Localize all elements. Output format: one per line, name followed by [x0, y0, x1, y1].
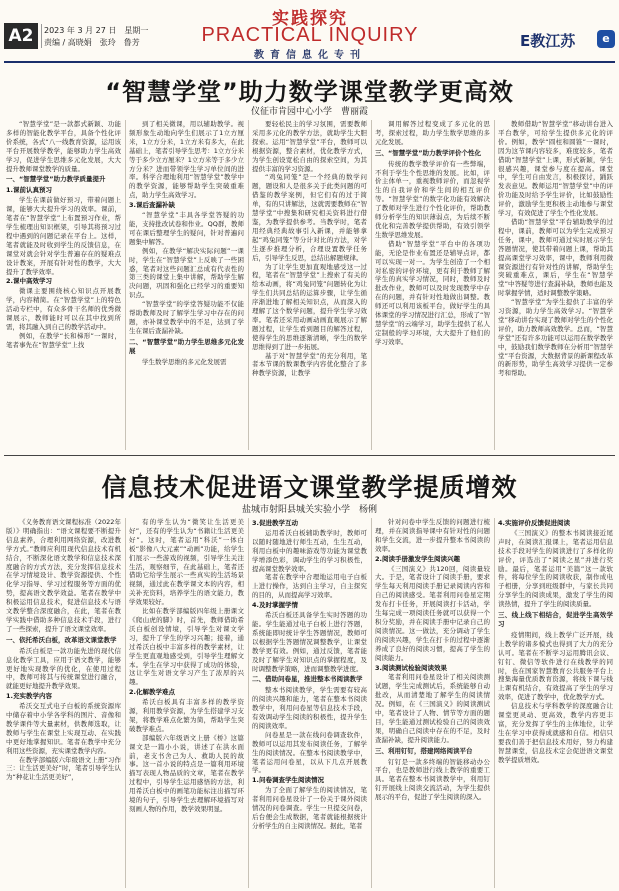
section-heading: 二、“智慧学堂”助力学生思维多元化发展 — [129, 337, 244, 355]
article1-column — [375, 120, 490, 450]
paragraph: 借助“智慧学堂”平台辅助教学的过程中，课前，教师可以为学生完成预习任务，课中，教师可通过实时展示学生答题情况，使其带着问题上课，帮助其提高课堂学习效率，课中，教师利用微课资源进行有针对性的讲解，帮助学生突破重难点，课后，学生在“智慧学堂”中答疑等进行查漏补缺，教师也能及时掌握学情，适时调整教学策略。 — [498, 217, 613, 298]
paragraph: 运用希沃白板辅助教学时，教师可以随时随地进行师生互动，生生互动，利用白板中的趣味游戏等功能为课堂教学增添色彩，调动学生的学习积极性，提高课堂教学效率。 — [252, 528, 367, 573]
paragraph: “智慧学堂”丰具各学堂答疑的功能，支持批改试卷和作业。QQ群，教师可在课后整理学生的疑问，针对普遍问题集中解答。 — [129, 211, 244, 246]
article2-column — [6, 518, 121, 888]
subsection-heading: 3.课后查漏补缺 — [129, 201, 175, 210]
paragraph: 问卷星是一款在线问卷调查软件，教师可以运用其发布阅读任务，了解学生的阅读情况。在整本书阅读教学中，笔者运用问卷星，以从下几点开展教学。 — [252, 730, 367, 775]
column-separator — [125, 120, 126, 450]
article1-column — [129, 120, 244, 450]
paragraph: 要轻松民主的学习氛围，需要教师采用多元化的教学方法，就助学生大胆探索。运用“智慧学堂”平台，教师可以根据资源，整合素材，优化教学方式，为学生创设宽松自由的探索空间，为其提供丰富的学习资源。 — [252, 120, 367, 173]
paragraph: 到了相关微课，用以辅助教学。视频形象生动地向学生们展示了1立方厘米，1立方分米，1立方米有多大，在此基础上，笔者引导学生思考：1立方分米等于多少立方厘米？1立方米等于多少立方分米？进而带领学生学习单位间的进率。科学合理地利用“智慧学堂”教学中的教学资源，能够帮助学生突破重难点，助力学生高效学习。 — [129, 120, 244, 200]
section-heading: 一、“智慧学堂”助力教学质量提升 — [6, 175, 106, 184]
paragraph: 《三国演义》的整本书阅读接近尾声时，在阅读汇报课上，笔者运用信息技术手段对学生的阅读进行了多样化的评价，评选出了“阅读之星”并进行奖励。最后，笔者运用“美篇”这一款软件，将每位学生的阅读收获，制作成电子相册，分享到班级群中，与家长共同分享学生的阅读成果，激发了学生的阅读热情，提升了学生的阅读质量。 — [498, 528, 613, 609]
paragraph: 针对问卷中学生反馈的问题进行梳理，并在阅读指导课中有针对性的问题和学生交流，进一步提升整本书阅读的效率。 — [375, 518, 490, 553]
column-separator — [248, 518, 249, 888]
paragraph: 基于对“智慧学堂”的充分利用，笔者本节课的数课教学内容优化整合了多种教学资源，让教学 — [252, 351, 367, 378]
paragraph: “智慧学堂”是一款都式新颖、功能多样的智能化教学平台，具备个性化评价系统，各式“八一线教育资源，运用该平台开展数学教学，能够助力学生高效学习，促进学生思维多元化发展，大大提升教师课堂教学的质量。 — [6, 120, 121, 173]
paragraph: 信息技术与学科教学的深度融合让课堂更灵动、更高效，教学内容更丰富，充分发挥了学生的主体地位，让学生在学习中获得成就感和自信。相信只要我们善于把信息技术用好，努力构建智慧课堂，信息技术定会促进语文课堂教学提质增效。 — [498, 702, 613, 764]
column-separator — [494, 120, 495, 450]
paragraph: 《义务教育语文课程标准（2022年版）》明确指出：“语文课程要不断提升信息素养，合理利用网络资源，改进教学方式。”教师应利用现代信息技术有机结合，不断深化语文教学和信息技术深度融合的方式方法，充分发挥信息技术在学习情境设计、教学资源提供、个性化学习指导、学习过程服务等方面的优势，提高语文教学效益。笔者在教学中积极运用信息技术，促进信息技术与语文教学整合深度融合，在此，笔者在教学实践中借助多种信息技术手段，进行了一些探索，提升了语文课堂效率。 — [6, 518, 121, 633]
article2-column — [129, 518, 244, 888]
brand-logo: E教江苏 — [520, 32, 576, 50]
paragraph: 借助“智慧学堂”平台中的各项功能，无论是作业布置还是辅导点评，都可以实现一对一。为学生创造了一个相对私密的评价环境，更有利于教师了解学生的真实学习情况，同时，教师及时批改作业，教师可以及时发现教学中存在的问题，并有针对性地做出调整。教师还可以利用该板平台，做好学生的具体课堂的学习情况进行汇总，形成了“智慧学堂”的云端学习，助学生提供了私人定制般的学习环境，大大提升了他们的学习效率。 — [375, 239, 490, 346]
paragraph: 钉钉是一款多终端的智能移动办公平台，也是教师进行线上教学的重要工具。笔者在整本书阅读教学中，利用钉钉开展线上阅读交流活动，为学生提供展示的平台，促进了学生阅读的深入。 — [375, 757, 490, 802]
article2-byline: 盐城市射阳县城关实验小学 杨俐 — [241, 505, 377, 515]
paragraph: 在教学部编版六年级语文上册“习作三：让生活更美好”时，笔者引导学生认为“种花让生活更美好”， — [6, 755, 121, 782]
section-title-en: PRACTICAL INQUIRY — [201, 24, 419, 46]
section-heading: 一、依托希沃白板，改革语文课堂教学 — [6, 635, 117, 644]
paragraph: 学生数学思维的多元化发展需 — [142, 357, 227, 366]
column-separator — [125, 518, 126, 888]
section-heading: 二、借助问卷星，推进整本书阅读教学 — [252, 675, 363, 684]
article-divider — [4, 455, 615, 456]
subsection-heading: 2.阅读手册激发学生阅读兴趣 — [375, 554, 460, 563]
section-title: 实践探究 — [272, 9, 348, 29]
column-separator — [494, 518, 495, 888]
article1-title: “智慧学堂”助力数学课堂教学更高效 — [105, 78, 514, 106]
paragraph: 整本书阅读教学，学生需要有较高的阅读兴趣和能力，笔者在整本书阅读教学中，利用问卷星等信息技术手段，有效调动学生阅读的积极性，提升学生的阅读效率。 — [252, 686, 367, 730]
paragraph: 部编版六年级语文上册《桥》这篇课文是一篇小小说，讲述了在洪水面前，老支书舍己为人、救助人民的故事。这一首小说的特点是一篇利用环境描写表现人物品质的文章，笔者在教学过程中，引导学生运用感悟的方法，利用希沃白板中的画笔功能标注出描写环境的句子，引导学生去理解环境描写对刻画人物的作用，教学效果明显。 — [129, 733, 244, 813]
paragraph: 为了让学生更加直观地感受这一过程，笔者在“智慧学堂”上搜索了有关的绘本动画，将“鸡兔同笼”问题转化为让学生们共同总结的运算步骤，让学生循序渐进地了解相关知识点，从而深入的理解了这个数学问题，提升学生学习效率。笔者还采用动画动画直观展示了解题过程，让学生看到题目的解答过程，使得学生的思维逐渐清晰，学生的数学思维得到了进一步拓展。 — [252, 262, 367, 351]
page-header — [0, 0, 619, 62]
paragraph: 疫情期间，线上教学广泛开展，线上教学的诸多模式也得到了大力的充分认可。笔者在不断学习运用腾讯会议、钉钉、微信等软件进行在线教学的同时，也在国家智慧教育公共服务平台上搜集海量优质教育资源，将线下课与线上课有机结合，有效提高了学生的学习效率，促进了教学中，优化教学方式。 — [498, 630, 613, 702]
paragraph: 教师借助“智慧学堂”移动讲台进入平台教学，可给学生提供多元化的评价。例如，教学“圆柱和圆锥”一课时，因为这节课内容较多，难度较多，笔者借助“智慧学堂”上课，形式新颖，学生很感兴趣，课堂参与度在提高。课堂中，学生可自由发言，积极探讨，踊跃发表意见。教师运用“智慧学堂”中的评价功能及时给予学生评价，比如鼓励性评价，激励学生更积极主动地参与课堂学习，有效促进了学生个性化发展。 — [498, 120, 613, 218]
article1-column — [498, 120, 613, 450]
article2-column — [375, 518, 490, 888]
subsection-heading: 1.充实教学内容 — [6, 692, 52, 701]
column-separator — [248, 120, 249, 450]
paragraph: “智慧学堂”的学堂答疑功能不仅能帮助教师及时了解学生学习中存在的问题，亦补课堂教学中的不足，达到了学生在课后查漏补缺。 — [129, 300, 244, 335]
paragraph: 传统的教学教学评价有一些弊端，不利于学生个性思维的发展。比如，评价主体单一，重视教师评价，而忽视学生的自我评价和学生间的相互评价等。“智慧学堂”的数字化功能有效解决了教师对学生进行个性化评价，帮助教师分析学生的知识薄弱点，为后续不断优化和完善教学提供帮助，有效引领学生数学思维发展。 — [375, 159, 490, 239]
paragraph: 例如，在教学“长和梯形”一课时，笔者事先在“智慧学堂”上找 — [6, 331, 121, 349]
supplement-subtitle: 教育信息化专刊 — [254, 50, 366, 61]
article1-byline: 仪征市肯园中心小学 曹丽霞 — [250, 107, 368, 117]
page-number: A2 — [4, 23, 38, 49]
article1-column — [6, 120, 121, 450]
section-heading: 三、“智慧学堂”助力教学评价个性化 — [375, 148, 482, 157]
article2-column — [498, 518, 613, 888]
subsection-heading: 3.促进教学互动 — [252, 519, 298, 527]
paragraph: 微课主要围绕核心知识点开展教学，内容精简。在“智慧学堂”上的特色活动专栏中，有众多骨干名师的优秀微课展示，教师能时可以在其中找到所需，将其融入到自己的教学活动中。 — [6, 287, 121, 331]
paragraph: “鸡兔同笼”是一个经典的数学问题，题设和人是很多关于此类问题的可借鉴的教学案例，但它们有的过于简单，有的只讲解法，这就需要教师在“智慧学堂”中搜集和研究相关资料进行借鉴，为教学提供参考。当教学时，笔者用经典经典故事引入新课，并能够拿起“鸡兔同笼”等分计对比的方法，对学生逐步推理分析，合理设置教学任务后，引导学生反思，总结出解题规律。 — [252, 173, 367, 262]
subsection-heading: 2.课中高效学习 — [6, 277, 52, 286]
paragraph: 笔者利用问卷星设计了相关阅读测试题，学生完成测试后，系统能够自动批改，从而清楚地了解学生的阅读情况。例如，在《三国演义》的阅读测试中，笔者设计了人物、情节等方面的题目，学生能通过测试检验自己的阅读效果，明确自己阅读中存在的不足，及时查漏补缺，提升阅读能力。 — [375, 673, 490, 744]
paragraph: 笔者在教学中合理地运用电子白板上进行操作，达到自主学习，自主探究的目的，从而提高学习效率。 — [252, 573, 367, 600]
subsection-heading: 4.及时掌握学情 — [252, 601, 298, 610]
brand-icon: e — [597, 30, 615, 48]
article1-column — [252, 120, 367, 450]
paragraph: 《三国演义》共120回，阅读量较大。于是，笔者设计了阅读手册，要求学生每天利用阅读手册记录阅读内容和自己的阅读感受。笔者利用问卷星定期发布打卡任务，开展阅读打卡活动，学生每完成一项阅读任务就可以获得一个积分奖励，并在阅读手册中记录自己的阅读情况。这一做法，充分调动了学生的阅读兴趣，学生在打卡的过程中逐渐养成了良好的阅读习惯，提高了学生的阅读能力。 — [375, 564, 490, 662]
paragraph: 希沃交互式电子白板的系统资源库中储存着中小学各学科的图片、音像和教学课件等大量素材，供教师选取，让教师与学生在课堂上实现互动、在实践中更好地掌握知识。笔者在教学中充分利用这些资源，充实课堂教学内容。 — [6, 702, 121, 755]
paragraph: 希沃白板是一款功能先进的现代信息化教学工具，应用于语文教学，能够更好地实现教学的优化，在使用过程中，教师可将其与传统课堂进行融合，就能更好地提升教学效果。 — [6, 646, 121, 691]
header-divider — [41, 24, 42, 48]
issue-date: 2023 年 3 月 27 日 星期一 — [44, 26, 149, 35]
subsection-heading: 1.问卷调查学生阅读情况 — [252, 776, 324, 785]
subsection-heading: 2.化解教学难点 — [129, 688, 175, 697]
paragraph: 希沃白板还具备学生实时答题的功能。学生能通过电子白板上进行答题，系统能即时统计学生答题情况，教师可以根据学生答题情况调整教学，让课堂教学更有效。例如，通过反馈，笔者能及时了解学生对知识点的掌握程度，及时调整教学策略，进而调整教学进度。 — [252, 611, 367, 673]
paragraph: 希沃白板具有丰富多样的教学资源，利用教学资源，为学生搭建学习支架，将教学难点化繁为简，帮助学生突破教学难点。 — [129, 698, 244, 733]
paragraph: 调用解答过程变成了多元化的思考，探索过程，助力学生数学思维的多元化发展。 — [375, 120, 490, 146]
paragraph: “智慧学堂”为学生提供了丰富的学习资源，助力学生高效学习。“智慧学堂”移动讲台实现了教师对学生的个性化评价，助力教师高效教学。总而，“智慧学堂”还有许多功能可以运用在数学教学中，鼓励我们数学教师在分析用“智慧学堂”平台资源，大数据背景的新课程改革的新形势，助学生高效学习提供一定参考和帮助。 — [498, 298, 613, 378]
article2-column — [252, 518, 367, 888]
subsection-heading: 1.课前认真预习 — [6, 186, 52, 195]
column-separator — [371, 518, 372, 888]
section-heading: 三、利用钉钉，搭建网络阅读平台 — [375, 746, 473, 755]
column-separator — [371, 120, 372, 450]
paragraph: 学生在课前做好预习，带着问题上课，能够大大提升学习的效率。课前，笔者在“智慧学堂”上布置预习作业，帮学生梳理出知识框架，引导其将预习过程中遇到的问题记录在平台上。这样，笔者就能及时收到学生的反馈信息，在课堂对就会针对学生普遍存在的疑难点设计教案，开展有针对性的教学，大大提升了教学效率。 — [6, 196, 121, 276]
header-rule — [4, 61, 615, 63]
paragraph: 比如在教学部编版四年级上册课文《爬山虎的脚》时，首先，教师借助希沃白板创设情境，引导学生对课文学习，提升了学生的学习兴趣；接着，通过希沃白板中丰富多样的教学素材，让学生更直观地感受到，引导学生理解文本。学生在学习中获得了成功的体验，这让学生对语文学习产生了浓厚的兴趣。 — [129, 607, 244, 687]
subsection-heading: 3.阅读测试检验阅读效果 — [375, 663, 447, 672]
paragraph: 有的学生认为“微笑让生活更美好”，还有的学生认为“书籍让生活更美好”。这时，笔者运用“科沃”一体白板“影像八大元素”“动画”功能，给学生们展示一些游戏的视频，引导学生关注生活，观察细节，在此基础上，笔者还借助它给学生展示一些真实的生活场景视频，通过此在教学课文本的内容，相关补充资料，培养学生的语文能力，教学效果较好。 — [129, 518, 244, 607]
article2-title: 信息技术促进语文课堂教学提质增效 — [101, 473, 518, 502]
subsection-heading: 4.实施评价反馈促进阅读 — [498, 519, 570, 527]
paragraph: 为了全面了解学生的阅读情况，笔者利用问卷星设计了一份关于课外阅读情况的问卷调查。学生一旦提交问卷，后台便会生成数据，笔者就能根据统计分析学生的自主阅读情况。据此，笔者 — [252, 786, 367, 830]
editors-line: 责编 / 高晓娟 张玲 鲁芳 — [44, 38, 140, 47]
paragraph: 例如，在教学“解决实际问题”一课时，学生在“智慧学堂”上反映了一些困惑，笔者对这些问题汇总成有代表性的第三类的课堂上集中讲解，帮助学生解决问题，巩固和强化已经学习的重要知识点。 — [129, 246, 244, 300]
section-heading: 三、线上线下相结合，促进学生高效学习 — [498, 611, 613, 628]
